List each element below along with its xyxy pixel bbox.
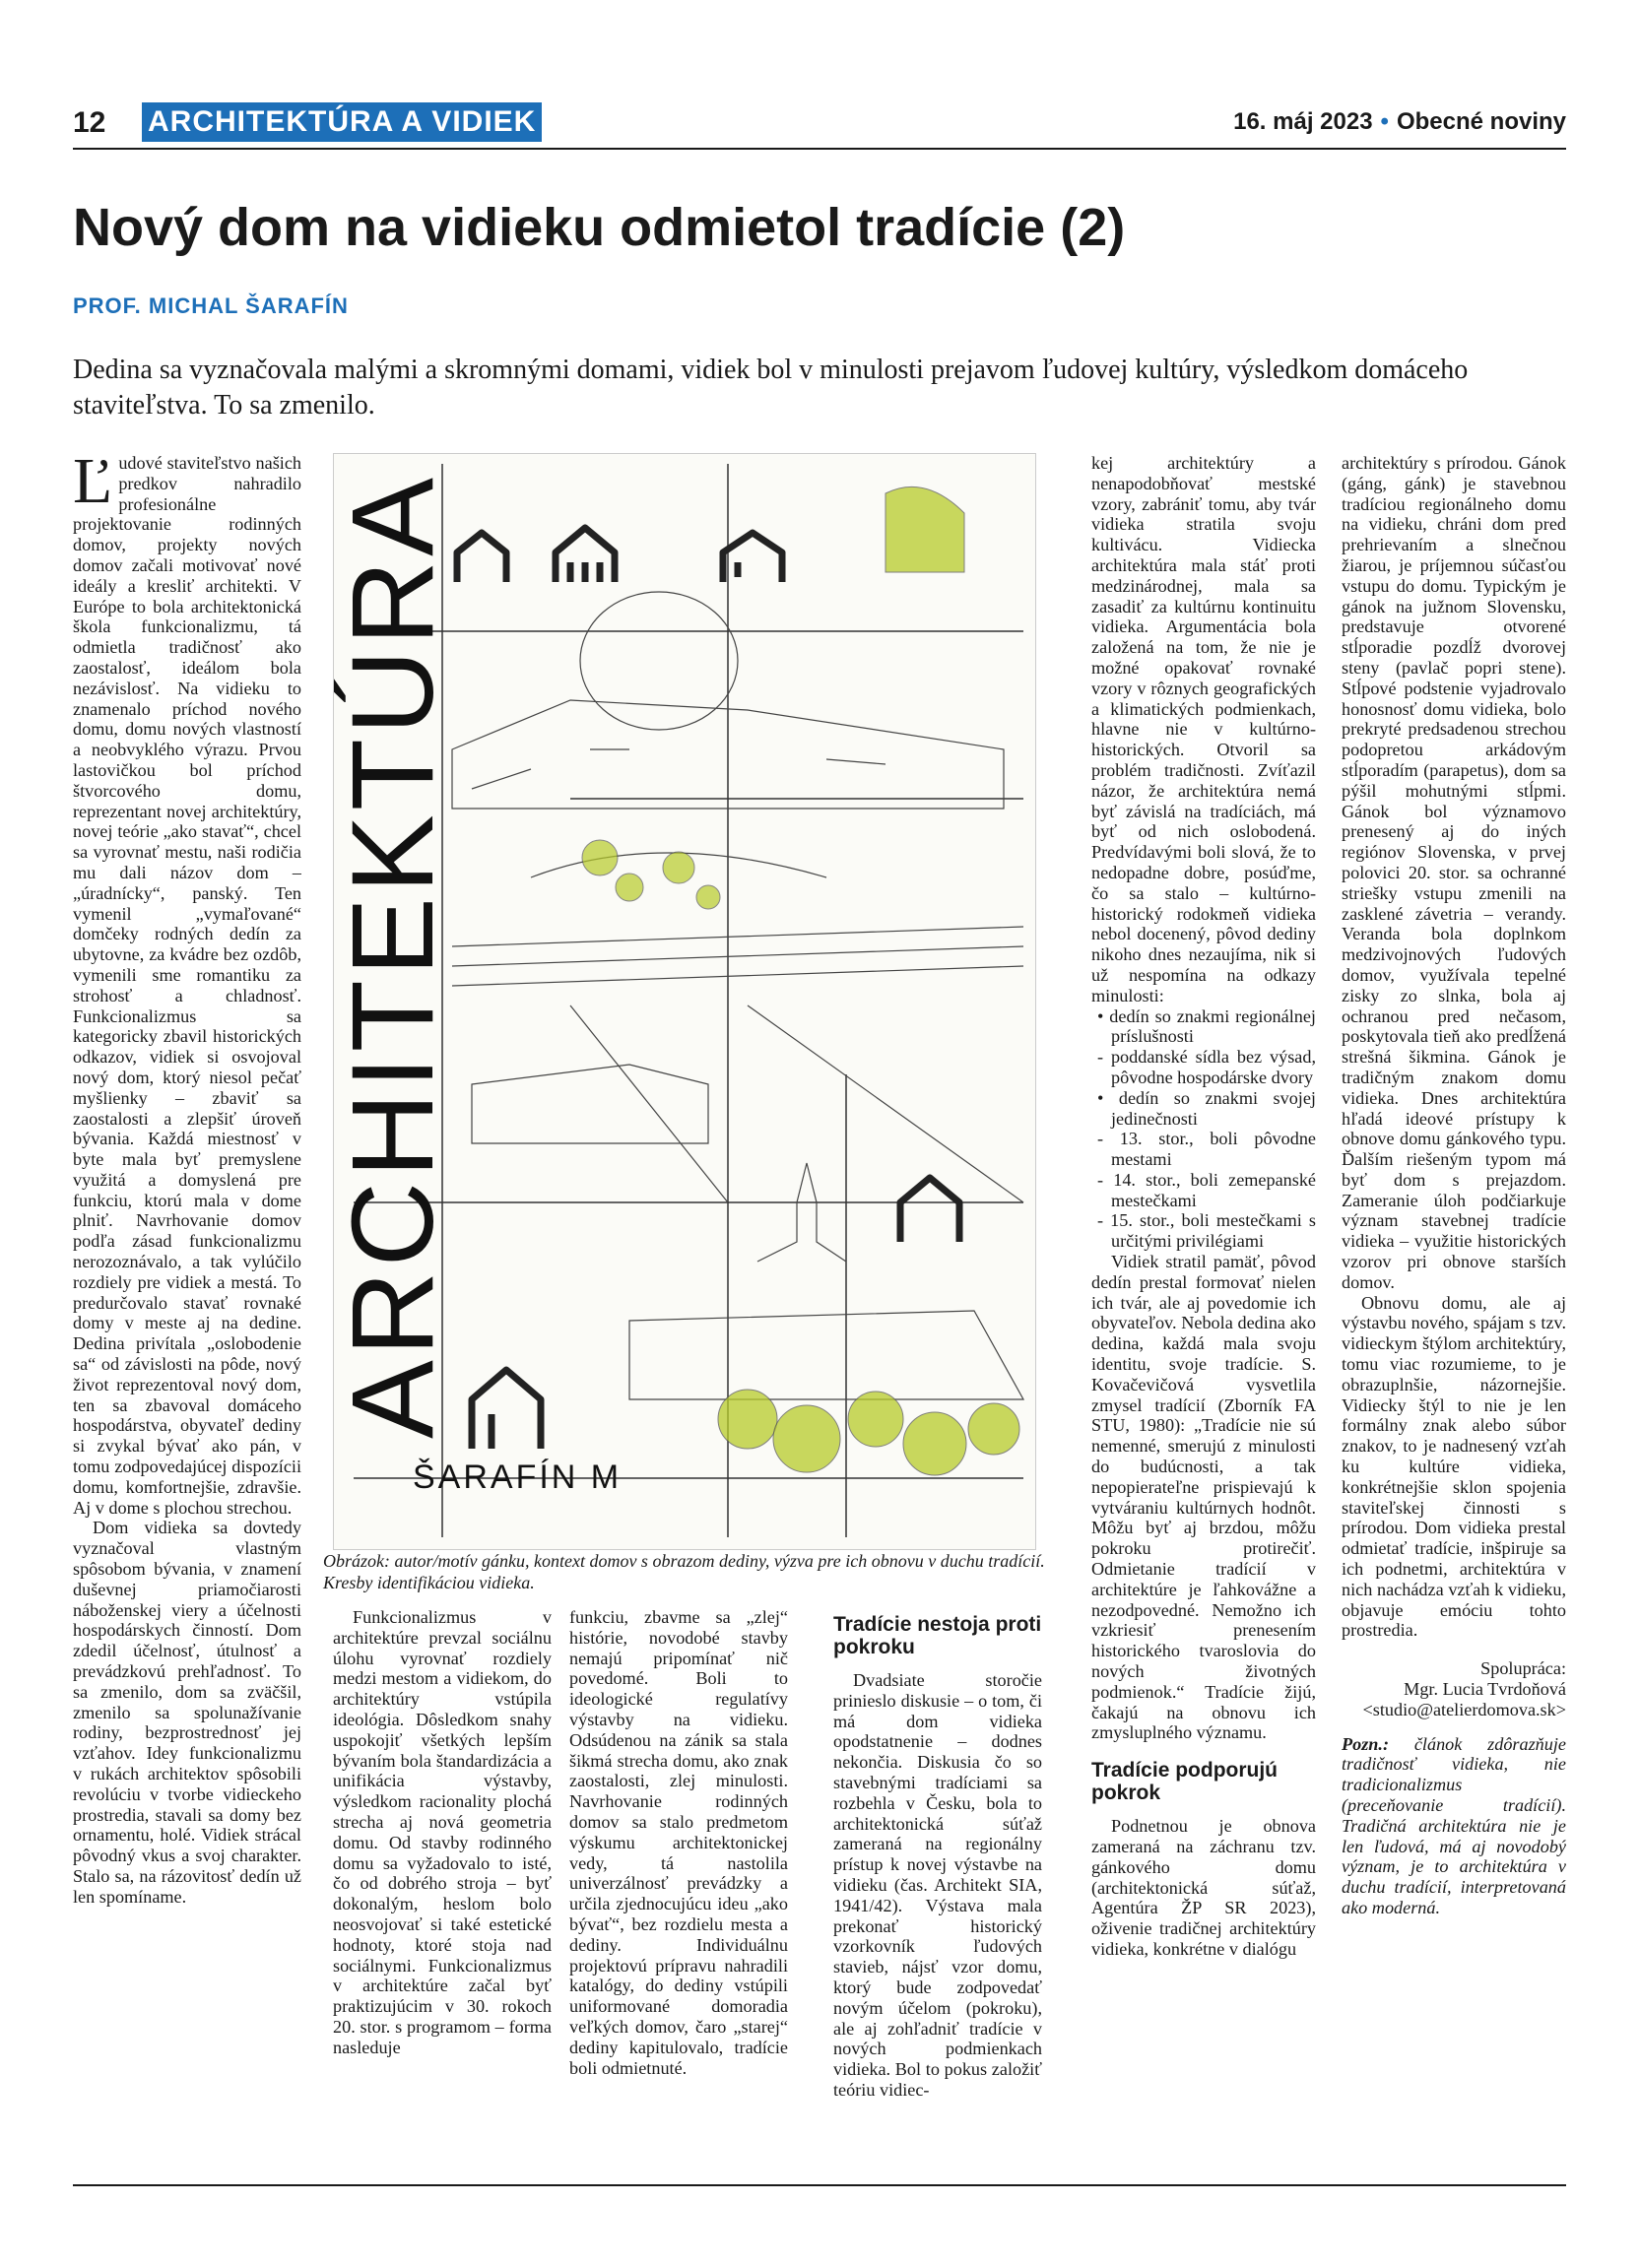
text-column-6: [1342, 453, 1566, 2127]
subheading: Tradície podporujú pokrok: [1091, 1759, 1279, 1805]
separator-dot: •: [1380, 108, 1389, 135]
text-column-4: [833, 1607, 1042, 2129]
issue-date: 16. máj 2023: [1233, 108, 1373, 135]
illustration-figure: [333, 453, 1036, 1550]
paragraph: architektúry s prírodou. Gánok (gáng, gánk) je stavebnou tradíciou regionálneho domu na vidieku, chráni dom pred prehrievaním a slnečnou žiarou, je príjemnou súčasťou vstupu do domu. Typickým je gánok na južnom Slovensku, predstavuje otvorené stĺporadie pozdĺž dvorovej steny (pavlač popri stene). Stĺpové podstenie vyjadrovalo honosnosť domu vidieka, bolo prekryté predsadenou strechou podopretou arkádovým stĺporadím (parapetus), dom sa pýšil mohutnými stĺpmi. Gánok bol významovo prenesený aj do iných regiónov Slovenska, v prvej polovici 20. stor. sa ochranné striešky vstupu zmenili na zasklené závetria – verandy. Veranda bola doplnkom medzivojnových ľudových domov, využívala tepelné zisky zo slnka, bola aj ochranou pred nečasom, poskytovala tieň ako predĺžená strešná šikmina. Gánok je tradičným znakom domu vidieka. Dnes architektúra hľadá ideové prístupy k obnove domu gánkového typu. Ďalším riešeným typom má byť dom s prejazdom. Zameranie úloh podčiarkuje význam stavebnej tradície vidieka – využitie historických vzorov pri obnove starších domov.: [1342, 453, 1566, 1292]
list-item: - poddanské sídla bez výsad, pôvodne hospodárske dvory: [1097, 1047, 1316, 1087]
collaborator-email: <studio@atelierdomova.sk>: [1362, 1699, 1566, 1719]
text-column-1: [73, 453, 301, 2127]
publication-name: Obecné noviny: [1396, 108, 1566, 135]
paragraph: Podnetnou je obnova zameraná na záchranu tzv. gánkového domu (architektonická súťaž, Agentúra ŽP SR 2023), oživenie tradičnej architektúry vidieka, konkrétne v dialógu: [1091, 1816, 1316, 1959]
text-column-2: [333, 1607, 552, 2129]
paragraph: Vidiek stratil pamäť, pôvod dedín prestal formovať nielen ich tvár, ale aj povedomie ich obyvateľov. Nebola dedina ako dedina, každá mala svoju identitu, svoje tradície. S. Kovačevičová vysvetlila zmysel tradícií (Zborník FA STU, 1980): „Tradície nie sú nemenné, smerujú z minulosti do budúcnosti, a tak nepopierateľne prispievajú k vytváraniu kultúrnych hodnôt. Môžu byť aj brzdou, môžu pokroku protirečiť. Odmietanie tradícií v architektúre je ľahkovážne a nezodpovedné. Nemožno ich vzkriesiť prenesením historického tvaroslovia do nových životných podmienok.“ Tradície žijú, čakajú na obnovu ich zmysluplného významu.: [1091, 1252, 1316, 1743]
note-label: Pozn.:: [1342, 1733, 1389, 1754]
figure-caption: Obrázok: autor/motív gánku, kontext domov s obrazom dediny, výzva pre ich obnovu v duchu tradícií. Kresby identifikáciou vidieka.: [323, 1551, 1045, 1592]
architecture-sketch: [334, 454, 1035, 1549]
paragraph: funkciu, zbavme sa „zlej“ histórie, novodobé stavby nemajú pripomínať nič povedomé. Boli to ideologické regulatívy výstavby na vidieku. Odsúdenou na zánik sa stala šikmá strecha domu, ako znak zaostalosti, zlej minulosti. Navrhovanie rodinných domov sa stalo predmetom výskumu architektonickej vedy, tá nastolila univerzálnosť prevádzky a určila zjednocujúcu ideu „ako bývať“, bez rozdielu mesta a dediny. Individuálnu projektovú prípravu nahradili katalógy, do dediny vstúpili uniformované domoradia veľkých domov, čaro „starej“ dediny kapitulovalo, tradície boli odmietnuté.: [569, 1607, 788, 2078]
article-title: Nový dom na vidieku odmietol tradície (2): [73, 198, 1126, 257]
text-column-5: [1091, 453, 1316, 2127]
paragraph: Obnovu domu, ale aj výstavbu nového, spájam s tzv. vidieckym štýlom architektúry, tomu viac rozumieme, to je obrazuplnšie, názornejšie. Vidiecky štýl to nie je len formálny znak alebo súbor znakov, to je nadnesený vzťah ku kultúre vidieka, konkrétnejšie sklon spojenia staviteľskej činnosti s prírodou. Dom vidieka prestal odmietať tradície, inšpiruje sa ich podnetmi, architektúra v nich nachádza vzťah k vidieku, objavuje emóciu tohto prostredia.: [1342, 1292, 1566, 1641]
list-item: • dedín so znakmi svojej jedinečnosti: [1097, 1087, 1316, 1129]
list-item: • dedín so znakmi regionálnej príslušnosti: [1097, 1005, 1316, 1047]
article-author: PROF. MICHAL ŠARAFÍN: [73, 293, 349, 318]
paragraph: Dvadsiate storočie prinieslo diskusie – o tom, či má dom vidieka opodstatnenie – dodnes nekončia. Diskusia čo so stavebnými tradíciami sa rozbehla v Česku, bola to architektonická súťaž zameraná na regionálny prístup k novej výstavbe na vidieku (čas. Architekt SIA, 1941/42). Výstava mala prekonať historický vzorkovník ľudových stavieb, nájsť vzor domu, ktorý bude zodpovedať novým účelom (pokroku), ale aj zohľadniť tradície v nových podmienkach vidieka. Bol to pokus založiť teóriu vidiec-: [833, 1670, 1042, 2100]
paragraph: Funkcionalizmus v architektúre prevzal sociálnu úlohu vyrovnať rozdiely medzi mestom a vidiekom, do architektúry vstúpila ideológia. Dôsledkom snahy uspokojiť všetkých lepším bývaním bola štandardizácia a unifikácia výstavby, výsledkom racionality plochá strecha aj nová geometria domu. Od stavby rodinného domu sa vyžadovalo to isté, čo od dobrého stroja – byť dokonalým, heslom bolo neosvojovať si také estetické hodnoty, ktoré stoja nad sociálnymi. Funkcionalizmus v architektúre začal byť praktizujúcim v 30. rokoch 20. stor. s programom – forma nasleduje: [333, 1607, 552, 2057]
collaboration-label: Spolupráca:: [1480, 1658, 1566, 1679]
paragraph: kej architektúry a nenapodobňovať mestské vzory, zabrániť tomu, aby tvár vidieka stratila svoju kultivácu. Vidiecka architektúra mala stáť proti medzinárodnej, mala sa zasadiť za kultúrnu kontinuitu vidieka. Argumentácia bola založená na tom, že nie je možné opakovať rovnaké vzory v rôznych geografických a klimatických podmienkach, hlavne nie v kultúrno-historických. Otvoril sa problém tradičnosti. Zvíťazil názor, že architektúra nemá byť závislá na tradíciách, má byť od nich oslobodená. Predvídavými boli slová, že to nedopadne dobre, posúďme, čo sa stalo – kultúrno-historický rodokmeň vidieka nebol docenený, pôvod dediny nikoho dnes nezaujíma, nik si už nespomína na odkazy minulosti:: [1091, 453, 1316, 1005]
text-column-3: [569, 1607, 788, 2129]
article-lead: Dedina sa vyznačovala malými a skromnými domami, vidiek bol v minulosti prejavom ľudovej kultúry, výsledkom domáceho staviteľstva. To sa zmenilo.: [73, 355, 1469, 421]
drop-cap: Ľ: [73, 453, 113, 517]
paragraph: Dom vidieka sa dovtedy vyznačoval vlastným spôsobom bývania, v znamení duševnej priamočiarosti náboženskej viery a účelnosti hospodárskych činností. Dom zdedil účelnosť, útulnosť a prevádzkovú prehľadnosť. To sa zmenilo, dom sa zväčšil, zmenilo sa spolunažívanie rodiny, bezprostrednosť jej vzťahov. Idey funkcionalizmu v rukách architektov spôsobili revolúciu v tvorbe vidieckeho prostredia, stavali sa domy bez ornamentu, holé. Vidiek strácal pôvodný vkus a svoj charakter. Stalo sa, na rázovitosť dedín už len spomíname.: [73, 1518, 301, 1907]
tradition-list: [1091, 1006, 1316, 1253]
dateline: [1233, 108, 1566, 136]
list-item: - 15. stor., boli mestečkami s určitými privilégiami: [1097, 1210, 1316, 1252]
artist-signature: ŠARAFÍN M: [413, 1458, 623, 1496]
subheading: Tradície nestoja proti pokroku: [833, 1613, 1042, 1658]
collaborator-name: Mgr. Lucia Tvrdoňová: [1404, 1679, 1566, 1700]
page-header: [73, 102, 1566, 150]
section-label: ARCHITEKTÚRA A VIDIEK: [142, 102, 542, 142]
vertical-title: ARCHITEKTÚRA: [334, 487, 458, 1439]
list-item: - 13. stor., boli pôvodne mestami: [1097, 1129, 1316, 1170]
editorial-note: [1342, 1734, 1566, 1918]
list-item: - 14. stor., boli zemepanské mestečkami: [1097, 1169, 1316, 1210]
paragraph: Ľudové staviteľstvo našich predkov nahradilo profesionálne projektovanie rodinných domov, projekty nových domov začali motivovať nové ideály a kresliť architekti. V Európe to bola architektonická škola funkcionalizmu, tá odmietla tradičnosť ako zaostalosť, ideálom bola nezávislosť. Na vidieku to znamenalo príchod nového domu, domu nových vlastností a neobvyklého výrazu. Prvou lastovičkou bol príchod štvorcového domu, reprezentant novej architektúry, novej teórie „ako stavať“, chcel sa vyrovnať mestu, naši rodičia mu dali názov dom – „úradnícky“, panský. Ten vymenil „vymaľované“ domčeky rodných dedín za ubytovne, za kvádre bez ozdôb, vymenili sme romantiku za strohosť a chladnosť. Funkcionalizmus sa kategoricky zbavil historických odkazov, vidiek si osvojoval nový dom, ktorý niesol pečať myšlienky – zbaviť sa zaostalosti a zlepšiť úroveň bývania. Každá miestnosť v byte mala byť premyslene využitá a domyslená pre funkciu, ktorú mala v dome plniť. Navrhovanie domov podľa zásad funkcionalizmu nerozoznávalo, a tak vylúčilo rozdiely pre vidiek a mestá. To predurčovalo stavať rovnaké domy v meste aj na dedine. Dedina privítala „oslobodenie sa“ od závislosti na pôde, nový život reprezentoval nový dom, ten sa zbavoval domáceho hospodárstva, obyvateľ dediny si zvykal bývať ako pán, v tomu zodpovedajúcej dispozícii domu, komfortnejšie, zdravšie. Aj v dome s plochou strechou.: [73, 453, 301, 1518]
page-number: 12: [73, 106, 106, 139]
footer-rule: [73, 2184, 1566, 2186]
note-text: článok zdôrazňuje tradičnosť vidieka, nie tradicionalizmus (preceňovanie tradícií). Tradičná architektúra nie je len ľudová, má aj novodobý význam, je to architektúra v duchu tradícií, interpretovaná ako moderná.: [1342, 1733, 1566, 1917]
